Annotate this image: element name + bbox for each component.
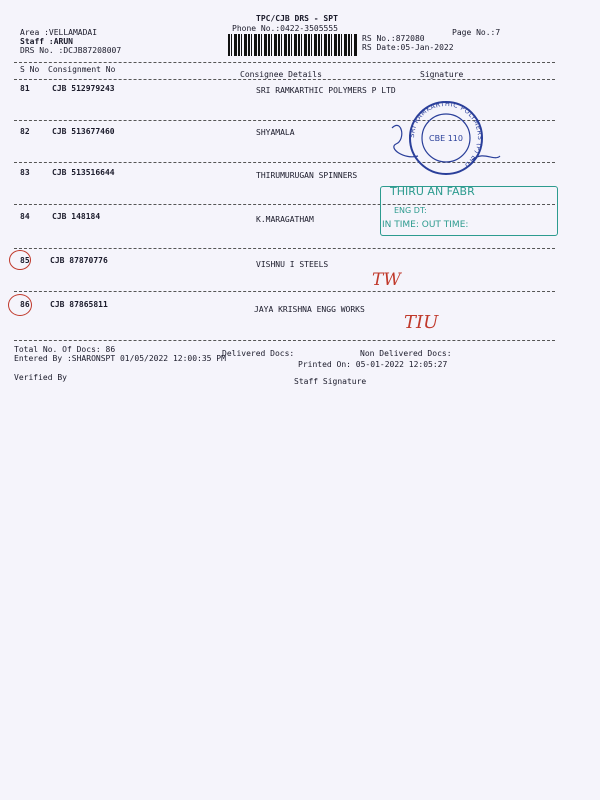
rs-number: RS No.:872080 [362,34,425,43]
row-86-consignment: CJB 87865811 [50,300,108,309]
printed-on: Printed On: 05-01-2022 12:05:27 [298,360,448,369]
row-85-circle-mark [9,250,31,270]
row-rule [14,248,555,249]
row-86-consignee: JAYA KRISHNA ENGG WORKS [254,305,365,314]
row-86-sno: 86 [20,300,30,309]
row-86-circle-mark [8,294,32,316]
col-consignee: Consignee Details [240,70,322,79]
delivered-docs: Delivered Docs: [222,349,295,358]
row-85-consignment: CJB 87870776 [50,256,108,265]
page-number: Page No.:7 [452,28,501,37]
row-83-consignment: CJB 513516644 [52,168,115,177]
seal-ring-text: SRI RAMKARTHIC POLYMERS (P) LTD [407,100,485,170]
rs-date: RS Date:05-Jan-2022 [362,43,454,52]
barcode [228,34,358,56]
phone-number: Phone No.:0422-3505555 [232,24,338,33]
row-84-consignment: CJB 148184 [52,212,101,221]
handwritten-mark-86: TIU [404,312,439,333]
stamp-company-line: THIRU AN FABR [390,185,475,198]
column-header-rule [14,79,555,80]
area-label: Area :VELLAMADAI [20,28,98,37]
row-rule [14,291,555,292]
row-81-consignment: CJB 512979243 [52,84,115,93]
receiving-stamp [380,186,562,238]
seal-center-text: CBE 110 [429,134,463,143]
row-84-sno: 84 [20,212,30,221]
row-84-consignee: K.MARAGATHAM [256,215,314,224]
stamp-time-line: IN TIME: OUT TIME: [382,220,469,230]
handwritten-mark-85: TW [372,270,401,290]
col-consignment: Consignment No [48,65,116,74]
row-81-sno: 81 [20,84,30,93]
report-title: TPC/CJB DRS - SPT [256,14,338,23]
row-82-sno: 82 [20,127,30,136]
footer-rule [14,340,555,341]
staff-label: Staff :ARUN [20,37,73,46]
row-83-sno: 83 [20,168,30,177]
row-81-consignee: SRI RAMKARTHIC POLYMERS P LTD [256,86,396,95]
staff-signature: Staff Signature [294,377,367,386]
total-docs: Total No. Of Docs: 86 [14,345,116,354]
col-signature: Signature [420,70,464,79]
row-83-consignee: THIRUMURUGAN SPINNERS [256,171,358,180]
non-delivered-docs: Non Delivered Docs: [360,349,452,358]
staff-name: ARUN [53,37,73,46]
row-85-sno: 85 [20,256,30,265]
col-sno: S No [20,65,40,74]
stamp-date-line: ENG DT: [394,206,427,215]
verified-by: Verified By [14,373,67,382]
drs-number: DRS No. :DCJB87208007 [20,46,122,55]
company-seal-stamp [384,100,502,178]
row-85-consignee: VISHNU I STEELS [256,260,329,269]
entered-by: Entered By :SHARONSPT 01/05/2022 12:00:35 PM [14,354,226,363]
row-82-consignee: SHYAMALA [256,128,295,137]
row-82-consignment: CJB 513677460 [52,127,115,136]
header-rule [14,62,555,63]
